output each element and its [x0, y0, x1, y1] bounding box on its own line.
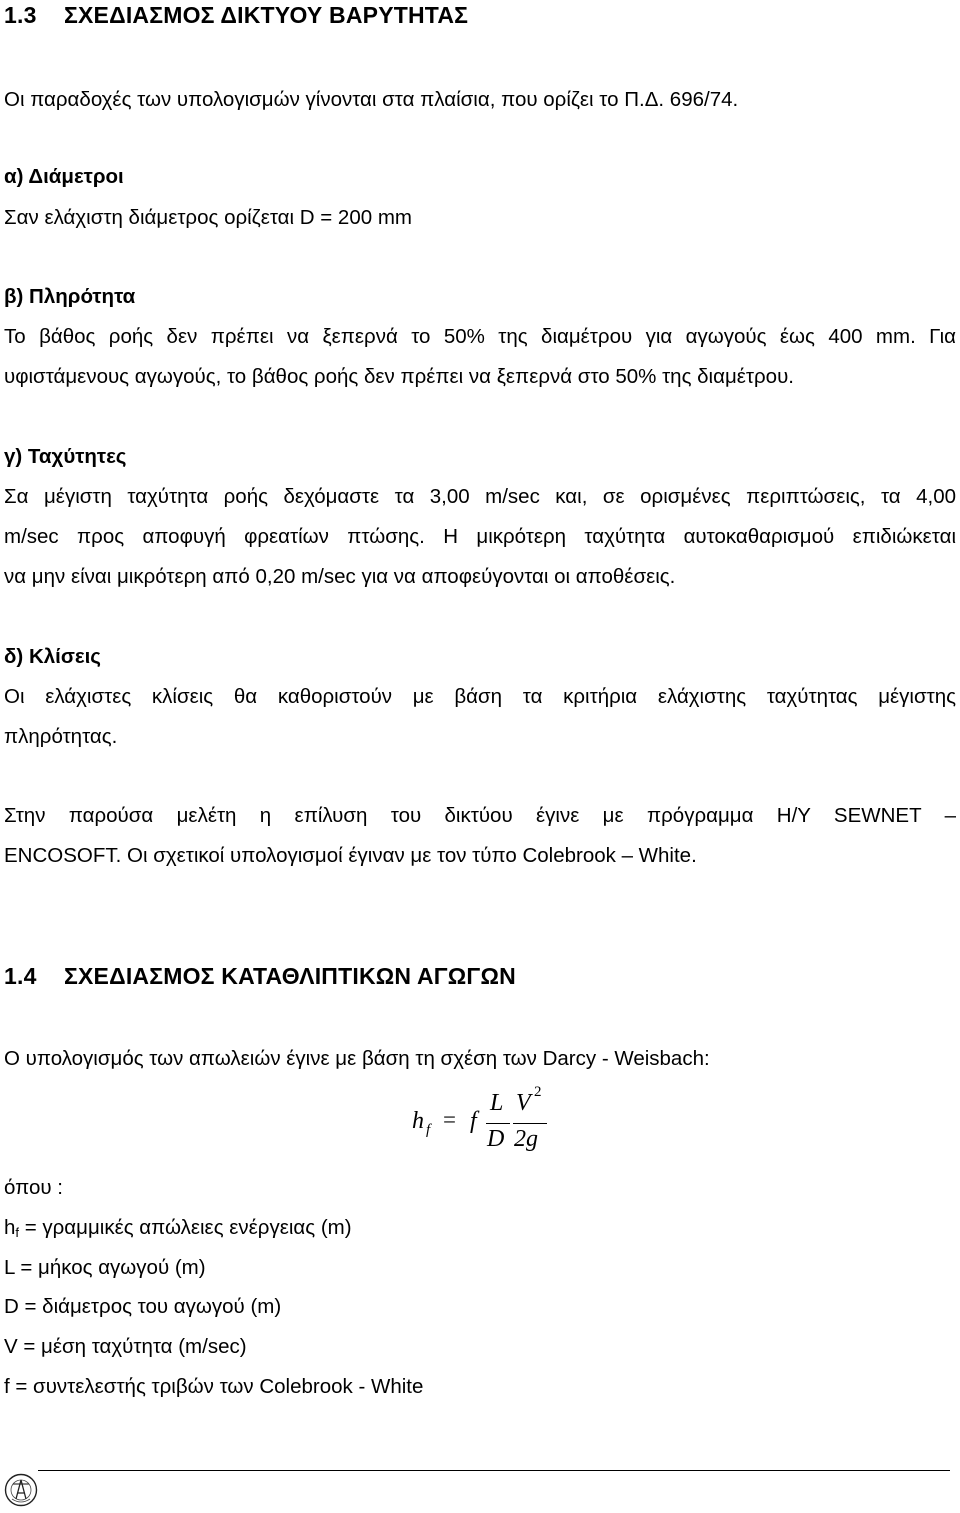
- subheading-slopes: δ) Κλίσεις: [4, 645, 101, 668]
- formula-coefficient: f: [470, 1108, 477, 1134]
- definition-hf-subscript: f: [15, 1225, 20, 1240]
- section-title: ΣΧΕΔΙΑΣΜΟΣ ΚΑΤΑΘΛΙΠΤΙΚΩΝ ΑΓΩΓΩΝ: [64, 963, 516, 989]
- formula-numerator-v: V: [516, 1090, 531, 1116]
- definition-f: f = συντελεστής τριβών των Colebrook - White: [4, 1375, 424, 1398]
- definition-v: V = μέση ταχύτητα (m/sec): [4, 1335, 247, 1358]
- definition-l: L = μήκος αγωγού (m): [4, 1256, 206, 1279]
- fill-paragraph: [4, 317, 956, 357]
- slopes-line-1: Οι ελάχιστες κλίσεις θα καθοριστούν με βάση τα κριτήρια ελάχιστης ταχύτητας μέγιστης: [4, 685, 956, 708]
- formula-numerator-l: L: [490, 1090, 504, 1116]
- definition-hf-text: = γραμμικές απώλειες ενέργειας (m): [19, 1216, 352, 1239]
- formula-fraction-bar-1: [486, 1123, 510, 1124]
- section-number: 1.3: [4, 2, 37, 28]
- intro-paragraph: Οι παραδοχές των υπολογισμών γίνονται στα πλαίσια, που ορίζει το Π.Δ. 696/74.: [4, 88, 739, 111]
- software-line-1: Στην παρούσα μελέτη η επίλυση του δικτύου έγινε με πρόγραμμα Η/Υ SEWNET –: [4, 804, 956, 827]
- section-title: ΣΧΕΔΙΑΣΜΟΣ ΔΙΚΤΥΟΥ ΒΑΡΥΤΗΤΑΣ: [64, 2, 469, 28]
- section-number: 1.4: [4, 963, 37, 989]
- footer-rule: [38, 1470, 950, 1471]
- company-seal-icon: [4, 1472, 38, 1508]
- subheading-velocities: γ) Ταχύτητες: [4, 445, 127, 468]
- subheading-diameters: α) Διάμετροι: [4, 165, 124, 188]
- formula-fraction-bar-2: [513, 1123, 547, 1124]
- definition-d: D = διάμετρος του αγωγού (m): [4, 1295, 282, 1318]
- definition-hf-symbol: h: [4, 1216, 16, 1239]
- where-label: όπου :: [4, 1176, 63, 1199]
- darcy-intro: Ο υπολογισμός των απωλειών έγινε με βάση τη σχέση των Darcy - Weisbach:: [4, 1047, 710, 1070]
- velocities-line-1: Σα μέγιστη ταχύτητα ροής δεχόμαστε τα 3,00 m/sec και, σε ορισμένες περιπτώσεις, τα 4,00: [4, 485, 956, 508]
- formula-numerator-v-sup: 2: [534, 1084, 542, 1100]
- section-heading-1-4: [4, 963, 516, 990]
- diameters-text: Σαν ελάχιστη διάμετρος ορίζεται D = 200 mm: [4, 206, 412, 229]
- slopes-line-2: πληρότητας.: [4, 725, 118, 748]
- formula-denominator-d: D: [487, 1126, 505, 1152]
- subheading-fill: β) Πληρότητα: [4, 285, 136, 308]
- software-line-2: ENCOSOFT. Οι σχετικοί υπολογισμοί έγιναν με τον τύπο Colebrook – White.: [4, 844, 697, 867]
- definition-hf: [4, 1216, 352, 1240]
- fill-line-2: υφιστάμενους αγωγούς, το βάθος ροής δεν πρέπει να ξεπερνά στο 50% της διαμέτρου.: [4, 365, 794, 388]
- velocities-line-2: m/sec προς αποφυγή φρεατίων πτώσης. Η μικρότερη ταχύτητα αυτοκαθαρισμού επιδιώκεται: [4, 525, 956, 548]
- darcy-weisbach-formula: [410, 1084, 570, 1160]
- fill-line-1: Το βάθος ροής δεν πρέπει να ξεπερνά το 50% της διαμέτρου για αγωγούς έως 400 mm. Για: [4, 325, 956, 348]
- section-heading-1-3: [4, 2, 468, 29]
- velocities-line-3: να μην είναι μικρότερη από 0,20 m/sec για να αποφεύγονται οι αποθέσεις.: [4, 565, 676, 588]
- formula-denominator-2g: 2g: [514, 1126, 538, 1152]
- formula-equals: =: [443, 1107, 456, 1132]
- formula-lhs-sub: f: [426, 1122, 431, 1138]
- formula-lhs: h: [412, 1108, 424, 1134]
